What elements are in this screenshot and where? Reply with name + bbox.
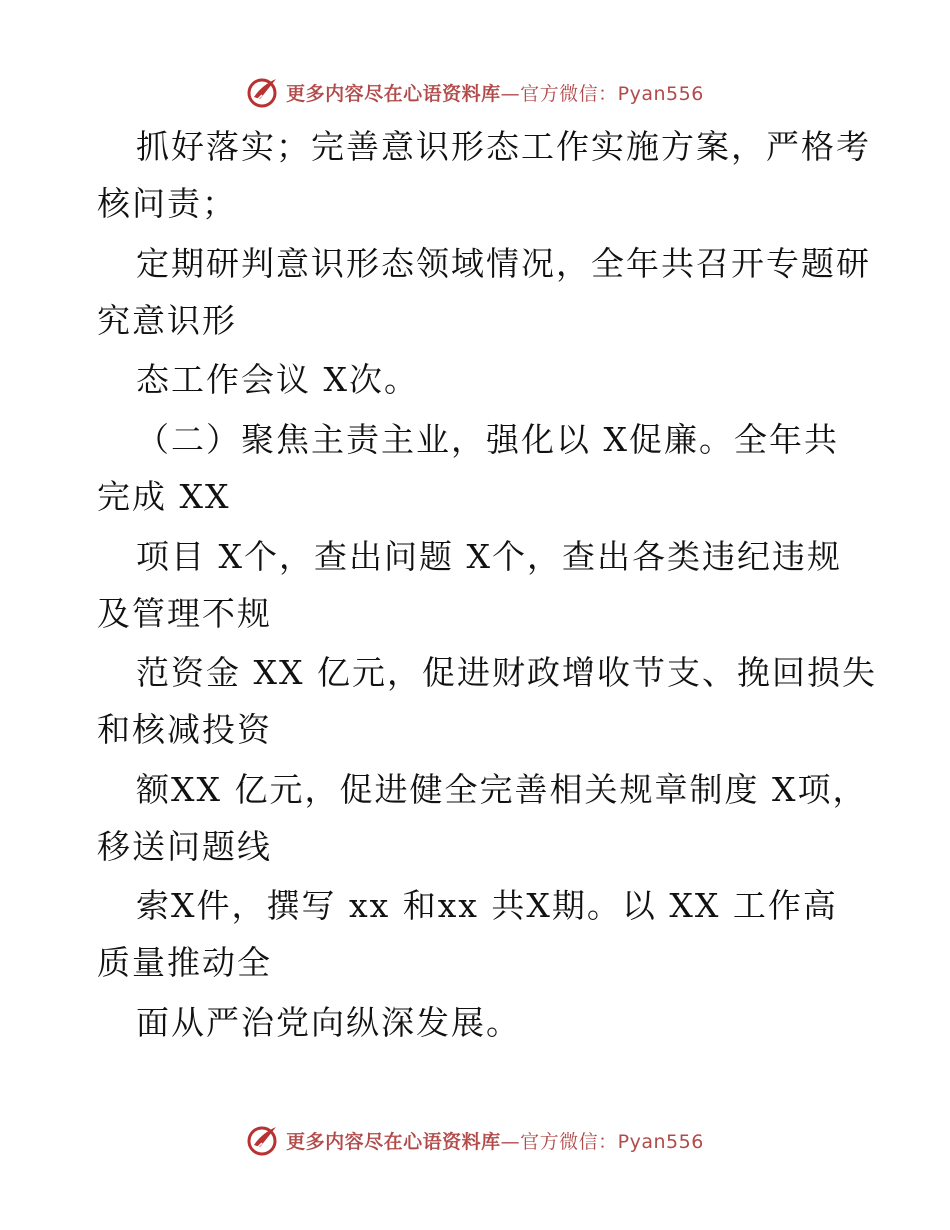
watermark-dash: — <box>500 1130 521 1153</box>
body-line: 索X件，撰写 xx 和xx 共X期。以 XX 工作高 <box>136 886 838 925</box>
watermark-suffix: 官方微信：Pyan556 <box>520 1130 704 1153</box>
body-line: 和核减投资 <box>97 710 272 749</box>
watermark-text <box>286 1127 704 1154</box>
watermark-main: 更多内容尽在心语资料库 <box>286 82 501 105</box>
footer-watermark <box>0 1120 950 1160</box>
body-line: 抓好落实；完善意识形态工作实施方案，严格考 <box>136 127 871 166</box>
body-line: 究意识形 <box>97 301 237 340</box>
body-line: （二）聚焦主责主业，强化以 X促廉。全年共 <box>136 420 839 459</box>
body-line: 核问责； <box>97 184 237 223</box>
watermark-main: 更多内容尽在心语资料库 <box>286 1130 501 1153</box>
body-line: 额XX 亿元，促进健全完善相关规章制度 X项， <box>136 770 868 809</box>
body-line: 定期研判意识形态领域情况，全年共召开专题研 <box>136 244 871 283</box>
body-line: 质量推动全 <box>97 943 272 982</box>
body-line: 移送问题线 <box>97 827 272 866</box>
body-line: 面从严治党向纵深发展。 <box>136 1003 521 1042</box>
body-line: 及管理不规 <box>97 594 272 633</box>
watermark-suffix: 官方微信：Pyan556 <box>520 82 704 105</box>
body-line: 完成 XX <box>97 477 231 516</box>
body-line: 项目 X个，查出问题 X个，查出各类违纪违规 <box>136 537 842 576</box>
watermark-dash: — <box>500 82 521 105</box>
body-line: 态工作会议 X次。 <box>136 360 419 399</box>
quill-logo-icon <box>246 1123 280 1157</box>
body-line: 范资金 XX 亿元，促进财政增收节支、挽回损失 <box>136 653 877 692</box>
